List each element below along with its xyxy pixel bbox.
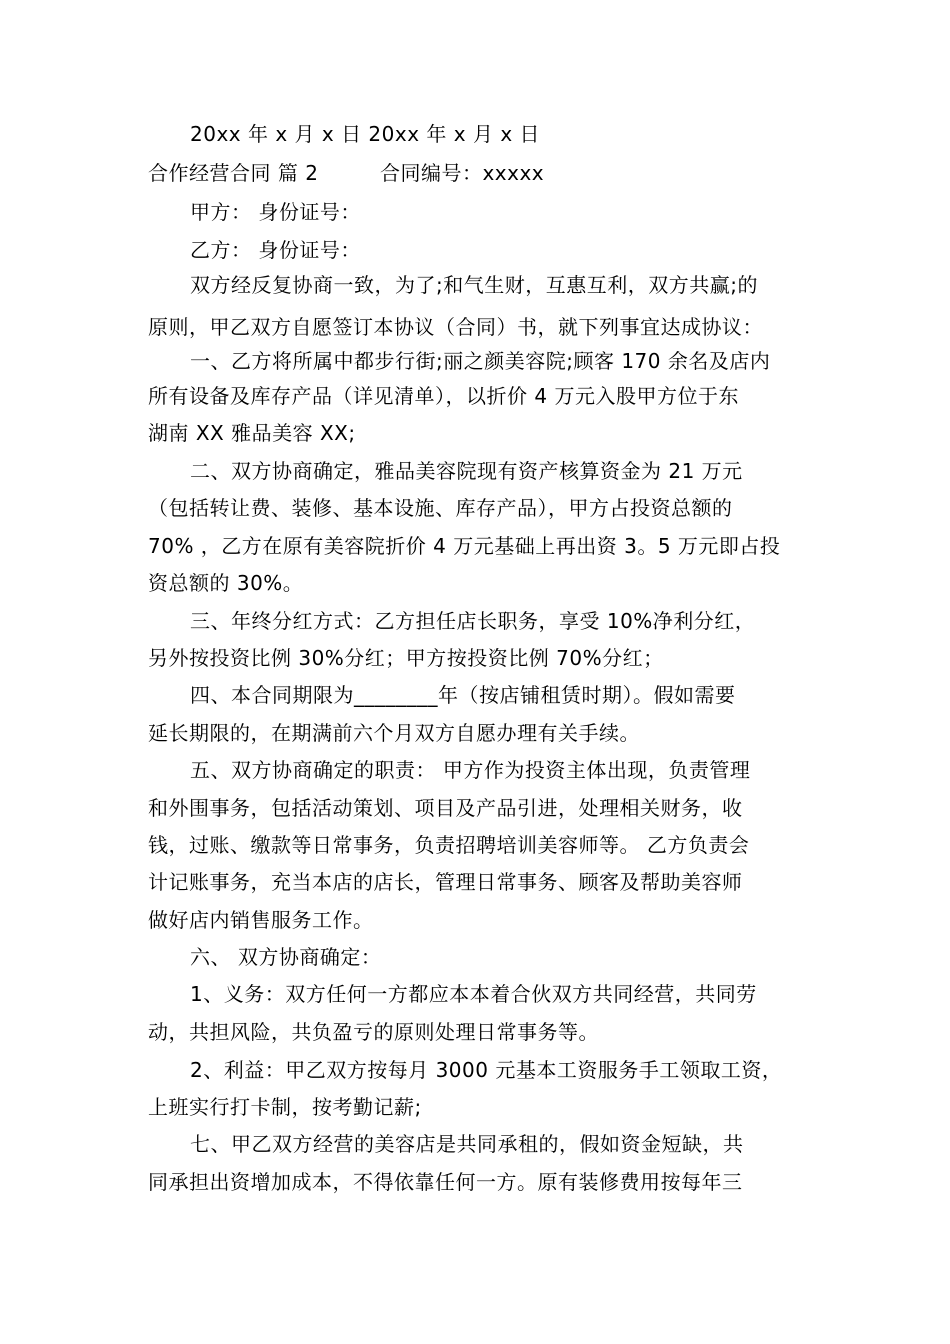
paragraph-line: 延长期限的，在期满前六个月双方自愿办理有关手续。 [148, 721, 640, 745]
paragraph-line: 做好店内销售服务工作。 [148, 908, 374, 932]
paragraph-line: 动，共担风险，共负盈亏的原则处理日常事务等。 [148, 1020, 599, 1044]
paragraph-line: 另外按投资比例 30%分红；甲方按投资比例 70%分红； [148, 646, 664, 670]
paragraph-line: 计记账事务，充当本店的店长，管理日常事务、顾客及帮助美容师 [148, 870, 743, 894]
paragraph-line: 1、义务：双方任何一方都应本本着合伙双方共同经营，共同劳 [190, 982, 757, 1006]
paragraph-line: 双方经反复协商一致，为了;和气生财，互惠互利，双方共赢;的 [190, 273, 758, 297]
paragraph-line: 四、本合同期限为________年（按店铺租赁时期）。假如需要 [190, 683, 736, 707]
paragraph-line: 五、双方协商确定的职责： 甲方作为投资主体出现，负责管理 [190, 758, 751, 782]
paragraph-line: 70% ，乙方在原有美容院折价 4 万元基础上再出资 3。5 万元即占投 [148, 534, 781, 558]
paragraph-line: 二、双方协商确定，雅品美容院现有资产核算资金为 21 万元 [190, 459, 743, 483]
paragraph-line: 原则，甲乙双方自愿签订本协议（合同）书，就下列事宜达成协议： [148, 315, 763, 339]
contract-title-line: 合作经营合同 篇 2 合同编号：xxxxx [148, 161, 545, 185]
paragraph-line: 钱，过账、缴款等日常事务，负责招聘培训美容师等。 乙方负责会 [148, 833, 750, 857]
paragraph-line: （包括转让费、装修、基本设施、库存产品），甲方占投资总额的 [148, 496, 733, 520]
paragraph-line: 所有设备及库存产品（详见清单），以折价 4 万元入股甲方位于东 [148, 384, 739, 408]
section-heading: 六、 双方协商确定： [190, 945, 382, 969]
paragraph-line: 湖南 XX 雅品美容 XX; [148, 421, 356, 445]
paragraph-line: 一、乙方将所属中都步行街;丽之颜美容院;顾客 170 余名及店内 [190, 349, 771, 373]
paragraph-line: 和外围事务，包括活动策划、项目及产品引进，处理相关财务，收 [148, 796, 743, 820]
paragraph-line: 上班实行打卡制，按考勤记薪; [148, 1095, 422, 1119]
date-line: 20xx 年 x 月 x 日 20xx 年 x 月 x 日 [190, 122, 541, 146]
paragraph-line: 三、年终分红方式：乙方担任店长职务，享受 10%净利分红， [190, 609, 756, 633]
paragraph-line: 资总额的 30%。 [148, 571, 304, 595]
paragraph-line: 2、利益：甲乙双方按每月 3000 元基本工资服务手工领取工资， [190, 1058, 783, 1082]
party-b-line: 乙方： 身份证号： [190, 238, 361, 262]
party-a-line: 甲方： 身份证号： [190, 200, 361, 224]
paragraph-line: 七、甲乙双方经营的美容店是共同承租的，假如资金短缺，共 [190, 1132, 744, 1156]
paragraph-line: 同承担出资增加成本，不得依靠任何一方。原有装修费用按每年三 [148, 1170, 743, 1194]
